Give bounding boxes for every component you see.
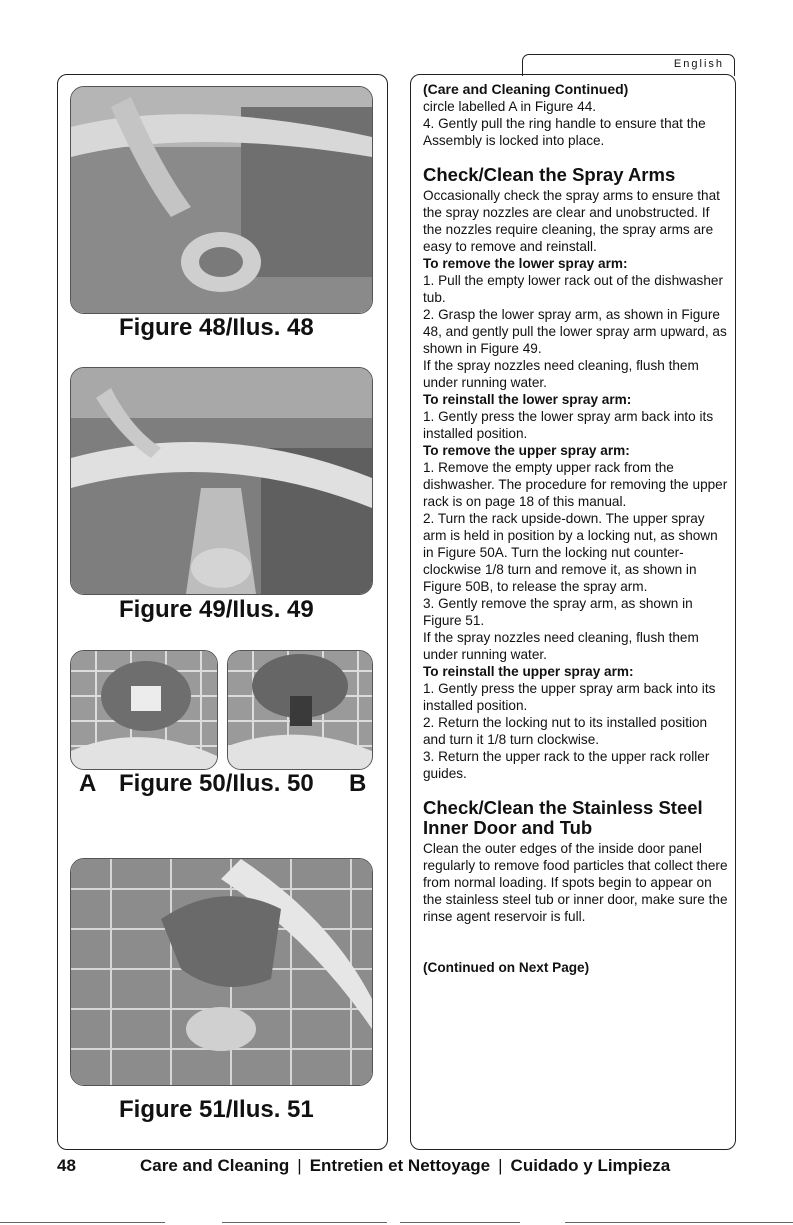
page-number: 48 — [57, 1156, 76, 1175]
page-footer — [57, 1156, 747, 1176]
intro-line: circle labelled A in Figure 44. — [423, 99, 597, 114]
figure-50-label-a: A — [79, 770, 97, 797]
footer-section-en: Care and Cleaning — [140, 1156, 290, 1175]
text-column — [410, 74, 736, 1150]
figure-49-photo — [70, 367, 373, 595]
step-text: 1. Remove the empty upper rack from the dishwasher. The procedure for removing the upper rack is on page 18 of this manual. — [423, 460, 728, 509]
figure-48-photo — [70, 86, 373, 314]
step-text: If the spray nozzles need cleaning, flush them under running water. — [423, 630, 699, 662]
subheading-remove-lower: To remove the lower spray arm: — [423, 256, 628, 271]
continued-heading: (Care and Cleaning Continued) — [423, 81, 629, 97]
section-paragraph: Clean the outer edges of the inside door panel regularly to remove food particles that collect there from normal loading. If spots begin to appear on the stainless steel tub or inner door, make sure the rinse agent reservoir is full. — [423, 841, 728, 924]
subheading-remove-upper: To remove the upper spray arm: — [423, 443, 630, 458]
subheading-reinstall-upper: To reinstall the upper spray arm: — [423, 664, 634, 679]
section-title-spray-arms: Check/Clean the Spray Arms — [423, 164, 676, 185]
intro-line: 4. Gently pull the ring handle to ensure that the Assembly is locked into place. — [423, 116, 706, 148]
figure-48-caption: Figure 48/Ilus. 48 — [119, 314, 314, 341]
figure-51-caption: Figure 51/Ilus. 51 — [119, 1096, 314, 1123]
text-content — [423, 81, 729, 976]
bottom-rule — [400, 1222, 520, 1223]
step-text: 1. Pull the empty lower rack out of the dishwasher tub. — [423, 273, 723, 305]
bottom-rule — [0, 1222, 165, 1223]
section-paragraph: Occasionally check the spray arms to ensure that the spray nozzles are clear and unobstructed. If the nozzles require cleaning, the spray arms are easy to remove and reinstall. — [423, 188, 720, 254]
bottom-rule — [565, 1222, 793, 1223]
bottom-rule — [222, 1222, 387, 1223]
figure-51-photo — [70, 858, 373, 1086]
figure-49-caption: Figure 49/Ilus. 49 — [119, 596, 314, 623]
footer-separator: | — [498, 1156, 503, 1175]
figure-50a-photo — [70, 650, 218, 770]
step-text: 1. Gently press the upper spray arm back into its installed position. — [423, 681, 716, 713]
language-label: English — [673, 58, 724, 70]
step-text: 2. Turn the rack upside-down. The upper spray arm is held in position by a locking nut, as shown in Figure 50A. Turn the locking nut counter-clockwise 1/8 turn and remove it, as shown in Figure 50B, to release the spray arm. — [423, 511, 718, 594]
figure-50-label-b: B — [349, 770, 367, 797]
figure-50-caption: Figure 50/Ilus. 50 — [119, 770, 314, 797]
step-text: 1. Gently press the lower spray arm back into its installed position. — [423, 409, 714, 441]
footer-section-es: Cuidado y Limpieza — [510, 1156, 671, 1175]
continued-note: (Continued on Next Page) — [423, 960, 590, 975]
section-title-stainless: Check/Clean the Stainless Steel Inner Door and Tub — [423, 797, 703, 838]
step-text: If the spray nozzles need cleaning, flush them under running water. — [423, 358, 699, 390]
language-tab — [522, 54, 735, 76]
step-text: 3. Gently remove the spray arm, as shown in Figure 51. — [423, 596, 693, 628]
footer-section-fr: Entretien et Nettoyage — [309, 1156, 491, 1175]
step-text: 2. Grasp the lower spray arm, as shown in Figure 48, and gently pull the lower spray arm upward, as shown in Figure 49. — [423, 307, 727, 356]
footer-separator: | — [297, 1156, 302, 1175]
step-text: 3. Return the upper rack to the upper rack roller guides. — [423, 749, 710, 781]
figure-50b-photo — [227, 650, 373, 770]
step-text: 2. Return the locking nut to its installed position and turn it 1/8 turn clockwise. — [423, 715, 708, 747]
subheading-reinstall-lower: To reinstall the lower spray arm: — [423, 392, 632, 407]
